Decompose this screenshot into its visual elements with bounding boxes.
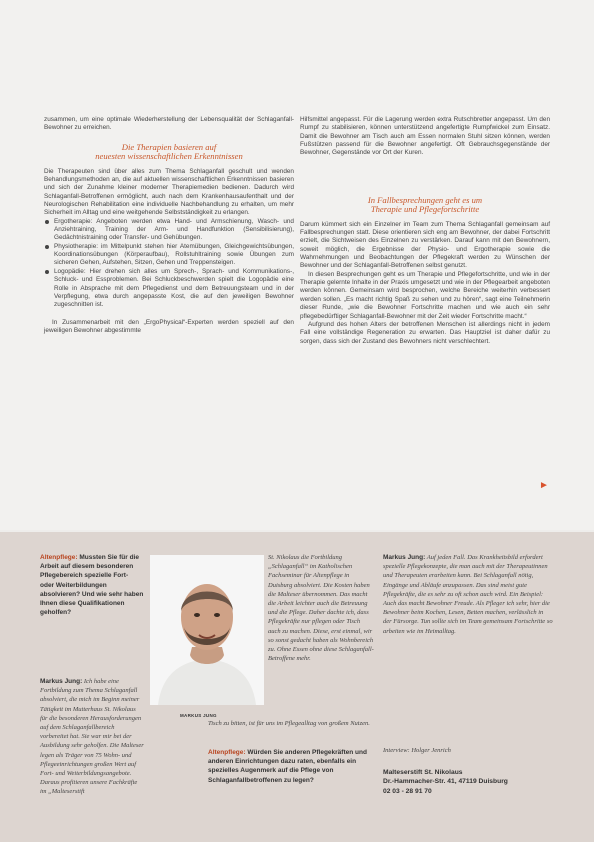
interviewer-credit: Interview: Holger Jenrich <box>383 747 451 754</box>
right-paragraph-4: Aufgrund des hohen Alters der betroffenen Menschen ist allerdings nicht in jedem Fall eine vollständige Regeneration zu erwarten. Das Hauptziel ist daher dafür zu sorgen, dass sich der Zustand des Bewohners nicht verschlechtert. <box>300 320 550 345</box>
interview-question-1: Altenpflege: Mussten Sie für die Arbeit auf diesem besonderen Pflegebereich spezielle Fort- oder Weiterbildungen absolvieren? Und wie sehr haben Ihnen diese Qualifikationen geholfen? <box>40 554 144 617</box>
therapy-list <box>44 218 294 310</box>
therapy-item-physiotherapie: Physiotherapie: im Mittelpunkt stehen hier Atemübungen, Gleichgewichtsübungen, Koordinationsübungen (Körperaufbau), Rollstuhltraining sowie Übungen zum sicheren Gehen, Aufstehen, Sitzen, Gehen und Treppensteigen. <box>44 243 294 268</box>
interview-answer-1-continued: St. Nikolaus die Fortbildung „Schlaganfall“ im Katholischen Fachseminar für Altenpflege in Duisburg absolviert. Die Kosten haben die Malteser übernommen. Das macht die Arbeit leichter auch die Betreuung und die Pflege. Daher dachte ich, dass Pflegekräfte nur pflegen oder Tisch auch zu machen. Diese, erst einmal, wir so sonst gedacht haben als Wohnbereich zu. Ohne Essen ohne diese Schlaganfall-Betroffene mehr. <box>268 554 374 663</box>
contact-name: Malteserstift St. Nikolaus <box>383 769 463 776</box>
contact-address: Dr.-Hammacher-Str. 41, 47119 Duisburg <box>383 778 508 786</box>
interview-answer-1-start: Markus Jung: Ich habe eine Fortbildung zum Thema Schlaganfall absolviert, die mich im Beginn meiner Tätigkeit im Mutterhaus St. Nikolaus für die besonderen Herausforderungen auf dem Schlaganfallbereich vorbereitet hat. Sie war mir bei der Ausbildung sehr geholfen. Die Malteser legen als Träger von 75 Wohn- und Pflegeeinrichtungen großen Wert auf Fort- und Weiterbildungsangebote. Daraus profitieren unsere Fachkräfte im „Malteserstift <box>40 678 144 796</box>
interview-answer-1-end: Tisch zu bitten, ist für uns im Pflegealltag von großem Nutzen. <box>208 720 370 727</box>
photo-caption: MARKUS JUNG <box>180 713 217 718</box>
portrait-photo <box>150 555 264 705</box>
right-paragraph-2: Darum kümmert sich ein Einzelner im Team zum Thema Schlaganfall gemeinsam auf Fallbesprechungen statt. Diese orientieren sich eng am Bewohner, der dabei Fortschritt erzielt, die Sichtweisen des Einzelnen zu verstärken. Darauf kann mit den Bewohnern, soweit möglich, die Ergebnisse der Physio- und Ergotherapie sowie die Wahrnehmungen und Beobachtungen der Pflegekraft werden zu Wünschen der Bewohner und der Schlaganfall-Betroffenen selbst genutzt. <box>300 220 550 270</box>
article-left-column <box>44 116 294 335</box>
section-heading-case-meetings: In Fallbesprechungen geht es um Therapie und Pflegefortschritte <box>367 194 483 215</box>
left-paragraph-2: In Zusammenarbeit mit den „ErgoPhysical“-Experten werden speziell auf den jeweiligen Bewohner abgestimmte <box>44 318 294 334</box>
section-heading-therapies: Die Therapien basieren auf neuesten wissenschaftlichen Erkenntnissen <box>95 141 243 162</box>
left-intro-paragraph: zusammen, um eine optimale Wiederherstellung der Lebensqualität der Schlaganfall-Bewohner zu erreichen. <box>44 116 294 132</box>
left-paragraph-1: Die Therapeuten sind über alles zum Thema Schlaganfall geschult und wenden Behandlungsmethoden an, die auf aktuellen wissenschaftlichen Erkenntnissen basieren und sich der Zunahme kleiner moderner Therapiemedien bedienen. Dadurch wird Schlaganfall-Betroffenen ermöglicht, auch nach dem Krankenhausaufenthalt und der Neurologischen Rehabilitation eine individuelle Nachbehandlung zu erhalten, um mehr Sicherheit im Alltag und eine weitgehende Selbstständigkeit zu erlangen. <box>44 167 294 217</box>
interview-answer-2: Markus Jung: Auf jeden Fall. Das Krankheitsbild erfordert spezielle Pflegekonzepte, die man auch mit der Therapeutinnen und Therapeuten erarbeiten kann. Bei Schlaganfall nötig, Eingänge und Abläufe anzupassen. Das sind meist gute Pflegekräfte, die es sehr zu oft schon auch wird. Ein Beispiel: Auch das macht Bewohner Freude. Als Pfleger ich sehr, hier die Bewohner beim Kochen, Lesen, Betten machen, verlässlich in der Fürsorge. Tun sollte sich im Team gemeinsam Fortschritte so arbeiten wie im Heimalltag. <box>383 554 553 635</box>
article-right-column <box>300 116 550 346</box>
portrait-illustration <box>150 555 264 705</box>
interview-question-2: Altenpflege: Würden Sie anderen Pflegekräften und anderen Einrichtungen dazu raten, ebenfalls ein spezielles Augenmerk auf die Pflege von Schlaganfallbetroffenen zu legen? <box>208 749 367 784</box>
contact-block <box>383 768 563 796</box>
therapy-item-logopaedie: Logopädie: Hier drehen sich alles um Sprech-, Sprach- und Kommunikations-, Schluck- und Essproblemen. Bei Schluckbeschwerden spielt die Logopädie eine Rolle in Absprache mit dem Pflegedienst und dem Betreuungsteam und in der Verpflegung, etwa durch angepasste Kost, die auf den jeweiligen Bewohner zugeschnitten ist. <box>44 268 294 310</box>
right-paragraph-1: Hilfsmittel angepasst. Für die Lagerung werden extra Rutschbretter angepasst. Um den Rumpf zu stabilisieren, können unterstützend angefertigte Rumpfwickel zum Einsatz. Damit die Bewohner am Tisch auch am Essen normalen Stuhl sitzen können, werden Fußstützen passend für die Bewohner angefertigt. Oft Gebrauchsgegenstände der Bewohner, Gegenstände vor Ort der Kuren. <box>300 116 550 157</box>
contact-phone: 02 03 - 28 91 70 <box>383 787 432 795</box>
therapy-item-ergotherapie: Ergotherapie: Angeboten werden etwa Hand- und Armschienung, Wasch- und Anziehtraining, Training der Arm- und Handfunktion (Sensibilisierung), Gedächtnistraining oder Transfer- und Gehübungen. <box>44 218 294 243</box>
continue-arrow-icon: ► <box>539 480 549 491</box>
right-paragraph-3: In diesen Besprechungen geht es um Therapie und Pflegefortschritte, und wie in der Therapie gelernte Inhalte in der Praxis umgesetzt und wie in der Pflegearbeit angeboten werden können. Gemeinsam wird besprochen, welche Bereiche weiterhin verbessert werden sollen. „Es macht richtig Spaß zu sehen und zu hören“, sagt eine Teilnehmerin dieser Runde, „wie die Bewohner Fortschritte machen und wie auch ein sehr pflegebedürftiger Schlaganfall-Bewohner mit der Zeit wieder Fortschritte macht.“ <box>300 270 550 320</box>
